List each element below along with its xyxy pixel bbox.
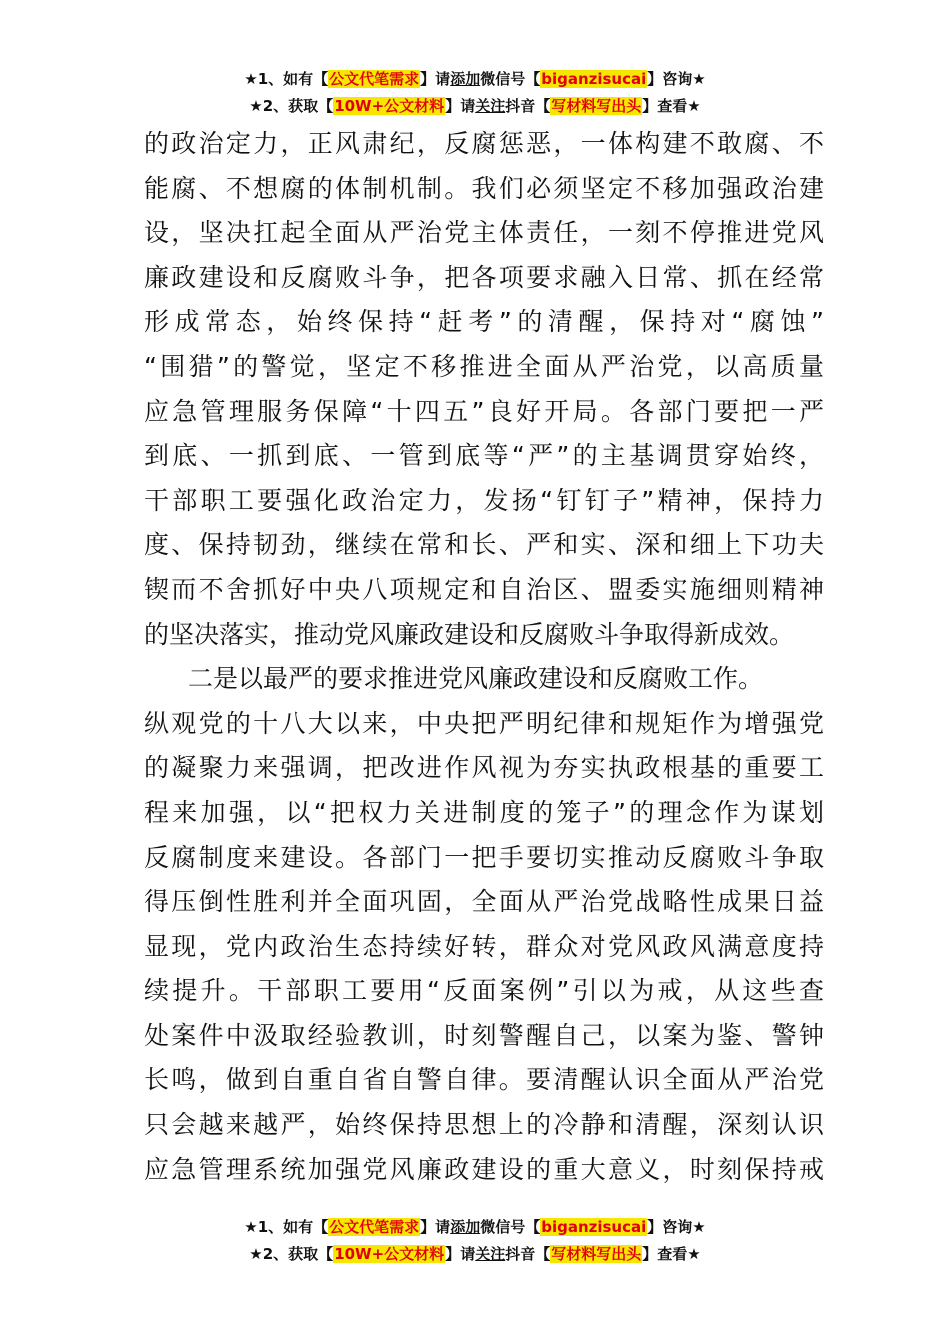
footer-banner xyxy=(0,1214,950,1268)
banner-text: 】查看★ xyxy=(642,97,701,115)
banner-line-1 xyxy=(0,1214,950,1241)
body-line: 的政治定力，正风肃纪，反腐惩恶，一体构建不敢腐、不 xyxy=(144,129,824,158)
body-line: 显现，党内政治生态持续好转，群众对党风政风满意度持 xyxy=(144,931,824,961)
banner-text: 抖音【 xyxy=(505,97,551,115)
banner-text: ★2、获取【 xyxy=(249,97,334,115)
body-line: 长鸣，做到自重自省自警自律。要清醒认识全面从严治党 xyxy=(144,1065,824,1095)
banner-text: 】咨询★ xyxy=(647,1218,706,1236)
banner-underlined-text: 关注 xyxy=(475,1245,506,1263)
body-line: 反腐制度来建设。各部门一把手要切实推动反腐败斗争取 xyxy=(144,842,824,872)
body-line: 能腐、不想腐的体制机制。我们必须坚定不移加强政治建 xyxy=(144,173,824,203)
body-line: 程来加强，以“把权力关进制度的笼子”的理念作为谋划 xyxy=(144,797,824,827)
body-line: 设，坚决扛起全面从严治党主体责任，一刻不停推进党风 xyxy=(144,218,824,248)
banner-highlight: biganzisucai xyxy=(541,1218,647,1236)
body-line: 的凝聚力来强调，把改进作风视为夯实执政根基的重要工 xyxy=(144,753,824,783)
body-line: 续提升。干部职工要用“反面案例”引以为戒，从这些查 xyxy=(144,976,824,1006)
banner-highlight: 写材料写出头 xyxy=(551,97,642,115)
banner-highlight: 10W+公文材料 xyxy=(334,97,445,115)
banner-highlight: 公文代笔需求 xyxy=(329,1218,420,1236)
body-line: 的坚决落实，推动党风廉政建设和反腐败斗争取得新成效。 xyxy=(144,619,795,649)
body-line: 只会越来越严，始终保持思想上的冷静和清醒，深刻认识 xyxy=(144,1110,824,1140)
body-line: 干部职工要强化政治定力，发扬“钉钉子”精神，保持力 xyxy=(144,485,824,515)
body-line: 应急管理服务保障“十四五”良好开局。各部门要把一严 xyxy=(144,396,824,426)
banner-underlined-text: 添加 xyxy=(450,1218,481,1236)
banner-text: 】查看★ xyxy=(642,1245,701,1263)
banner-line-2 xyxy=(0,93,950,120)
banner-highlight: 公文代笔需求 xyxy=(329,70,420,88)
banner-text: ★1、如有【 xyxy=(244,1218,329,1236)
banner-text: ★2、获取【 xyxy=(249,1245,334,1263)
body-line: 应急管理系统加强党风廉政建设的重大意义，时刻保持戒 xyxy=(144,1154,824,1184)
body-line: 锲而不舍抓好中央八项规定和自治区、盟委实施细则精神 xyxy=(144,574,824,604)
banner-highlight: biganzisucai xyxy=(541,70,647,88)
banner-text: 】请 xyxy=(445,97,476,115)
document-body xyxy=(144,122,824,1192)
body-line: 得压倒性胜利并全面巩固，全面从严治党战略性成果日益 xyxy=(144,887,824,917)
body-line: 纵观党的十八大以来，中央把严明纪律和规矩作为增强党 xyxy=(144,708,824,738)
body-line: 形成常态，始终保持“赶考”的清醒，保持对“腐蚀” xyxy=(144,307,824,337)
body-line: 度、保持韧劲，继续在常和长、严和实、深和细上下功夫 xyxy=(144,530,824,560)
body-line: 廉政建设和反腐败斗争，把各项要求融入日常、抓在经常 xyxy=(144,262,824,292)
body-line: 到底、一抓到底、一管到底等“严”的主基调贯穿始终， xyxy=(144,441,824,471)
banner-line-1 xyxy=(0,66,950,93)
banner-text: 】请 xyxy=(420,1218,451,1236)
banner-line-2 xyxy=(0,1241,950,1268)
body-line: 处案件中汲取经验教训，时刻警醒自己，以案为鉴、警钟 xyxy=(144,1020,824,1050)
banner-highlight: 10W+公文材料 xyxy=(334,1245,445,1263)
banner-text: 】咨询★ xyxy=(647,70,706,88)
banner-text: ★1、如有【 xyxy=(244,70,329,88)
banner-text: 微信号【 xyxy=(480,70,541,88)
banner-text: 】请 xyxy=(420,70,451,88)
banner-text: 微信号【 xyxy=(480,1218,541,1236)
header-banner xyxy=(0,66,950,120)
paragraph-heading-line: 二是以最严的要求推进党风廉政建设和反腐败工作。 xyxy=(188,664,764,694)
banner-text: 】请 xyxy=(445,1245,476,1263)
banner-highlight: 写材料写出头 xyxy=(551,1245,642,1263)
body-line: “围猎”的警觉，坚定不移推进全面从严治党，以高质量 xyxy=(144,351,824,381)
banner-underlined-text: 添加 xyxy=(450,70,481,88)
banner-text: 抖音【 xyxy=(505,1245,551,1263)
banner-underlined-text: 关注 xyxy=(475,97,506,115)
